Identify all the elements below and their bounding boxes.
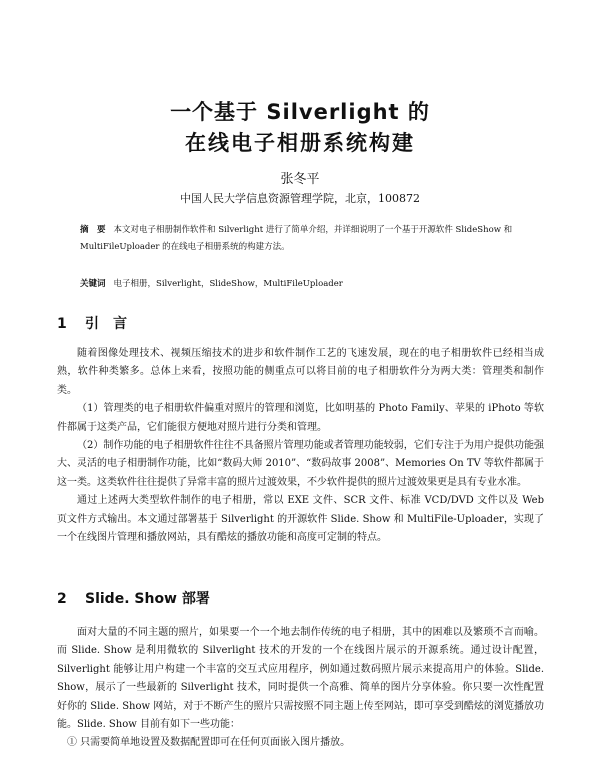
author-name: 张冬平 xyxy=(280,172,320,187)
abstract-label: 摘 要 xyxy=(80,225,106,235)
section-1-number: 1 xyxy=(57,316,67,332)
keywords-label: 关键词 xyxy=(80,279,106,289)
abstract-text: 本文对电子相册制作软件和 Silverlight 进行了简单介绍，并详细说明了一个基于开源软件 SlideShow 和 MultiFileUploader 的在线电子相册系统的构建方法。 xyxy=(80,225,513,252)
section-1-body xyxy=(57,345,544,547)
paper-title-line-1: 一个基于 Silverlight 的 xyxy=(170,100,430,124)
section-2-body xyxy=(57,624,544,753)
section-1-paragraph: 通过上述两大类型软件制作的电子相册，常以 EXE 文件、SCR 文件、标准 VCD/DVD 文件以及 Web 页文件方式输出。本文通过部署基于 Silverlight 的开源软件 Slide. Show 和 MultiFile-Uploader，实现了一个在线图片管理和播放网站，具有酷炫的播放功能和高度可定制的特点。 xyxy=(57,495,544,544)
keywords xyxy=(80,276,528,292)
author-affiliation: 中国人民大学信息资源管理学院，北京，100872 xyxy=(180,192,420,205)
paper-title-line-2: 在线电子相册系统构建 xyxy=(185,131,415,155)
section-1-paragraph: （2）制作功能的电子相册软件往往不具备照片管理功能或者管理功能较弱，它们专注于为用户提供功能强大、灵活的电子相册制作功能，比如“数码大师 2010”、“数码故事 2008”、Memories On TV 等软件都属于这一类。这类软件往往提供了异常丰富的照片过渡效果，不少软件提供的照片过渡效果更是具有专业水准。 xyxy=(57,440,544,488)
abstract xyxy=(80,222,528,256)
section-1-paragraph: （1）管理类的电子相册软件偏重对照片的管理和浏览，比如明基的 Photo Family、苹果的 iPhoto 等软件都属于这类产品，它们能很方便地对照片进行分类和管理。 xyxy=(57,403,544,433)
section-2-paragraph: 面对大量的不同主题的照片，如果要一个一个地去制作传统的电子相册，其中的困难以及繁琐不言而喻。而 Slide. Show 是利用微软的 Silverlight 技术的开发的一个在线图片展示的开源系统。通过设计配置，Silverlight 能够让用户构建一个丰富的交互式应用程序，例如通过数码照片展示来提高用户的体验。Slide. Show，展示了一些最新的 Silverlight 技术，同时提供一个高雅、简单的图片分享体验。你只要一次性配置好你的 Slide. Show 网站，对于不断产生的照片只需按照不同主题上传至网站，即可享受到酷炫的浏览播放功能。Slide. Show 目前有如下一些功能： xyxy=(57,627,544,731)
section-1-title: 引 言 xyxy=(85,316,127,332)
section-1-paragraph: 随着图像处理技术、视频压缩技术的进步和软件制作工艺的飞速发展，现在的电子相册软件已经相当成熟，软件种类繁多。总体上来看，按照功能的侧重点可以将目前的电子相册软件分为两大类：管理类和制作类。 xyxy=(57,348,544,396)
section-2-list-item: ① 只需要简单地设置及数据配置即可在任何页面嵌入图片播放。 xyxy=(67,737,351,749)
keywords-text: 电子相册，Silverlight，SlideShow，MultiFileUploader xyxy=(113,279,343,289)
section-2-number: 2 xyxy=(57,591,67,607)
section-2-title: Slide. Show 部署 xyxy=(85,591,210,607)
section-1-heading xyxy=(57,313,127,333)
section-2-heading xyxy=(57,588,210,608)
